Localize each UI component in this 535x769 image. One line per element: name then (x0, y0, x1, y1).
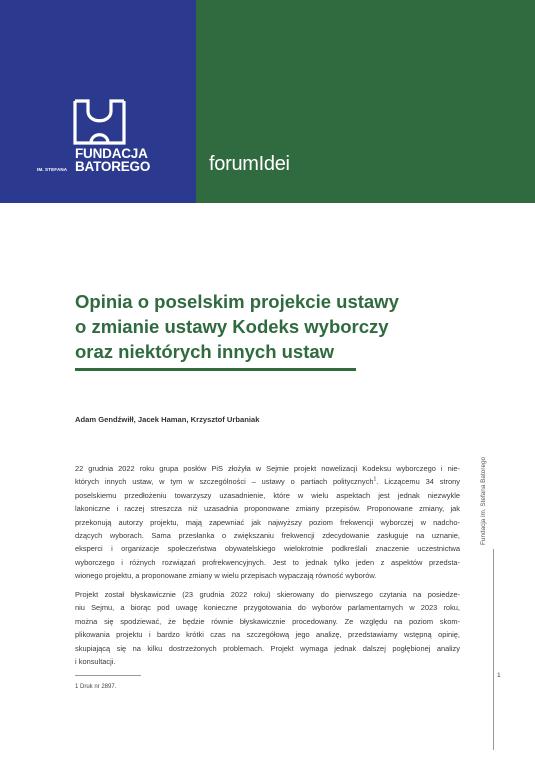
text-line: plikowania projektu i bardzo krótki czas na szczegółową jego analizę, przedstawiamy wstępną opinię, (75, 630, 460, 640)
footnote-divider (75, 675, 141, 676)
paragraph-2 (75, 588, 460, 668)
text-line (75, 475, 460, 488)
margin-rule (493, 549, 494, 750)
authors: Adam Gendźwiłł, Jacek Haman, Krzysztof Urbaniak (75, 415, 260, 424)
title-line: oraz niektórych innych ustaw (75, 341, 335, 362)
title-line: Opinia o poselskim projekcie ustawy (75, 291, 399, 312)
text-line: niu Sejmu, a biorąc pod uwagę konieczne przygotowania do wyborów parlamentarnych w 2023 roku, (75, 603, 460, 613)
page-number: 1 (497, 672, 501, 679)
text-line: skupiającą się na kilku dostrzeżonych problemach. Projekt wymaga jednak dalszej pogłębionej analizy (75, 643, 460, 653)
footnote-reference[interactable]: 1 (373, 476, 377, 483)
text-segment: . Liczącemu 34 strony (376, 477, 461, 487)
foundation-logo-icon (72, 99, 127, 145)
text-segment: których innych ustaw, w tym w szczególności – ustawy o partiach politycznych (75, 477, 374, 487)
text-line: przekonują autorzy projektu, mają zapewniać jak najwyższy poziom frekwencji wyborczej w nadcho- (75, 517, 460, 527)
text-line: wionego projektu, a proponowane zmiany w wielu przepisach wypaczają równość wyborów. (75, 571, 377, 581)
text-line: dzących wyborach. Sama przesłanka o zwiększaniu frekwencji zdecydowanie zasługuje na uznanie, (75, 531, 460, 541)
text-line: Projekt został błyskawicznie (23 grudnia 2022 roku) skierowany do pierwszego czytania na posiedze- (75, 590, 460, 599)
logo-line-2: BATOREGO (75, 159, 151, 174)
paragraph-1 (75, 462, 460, 583)
foundation-logo-text (75, 147, 150, 173)
logo-line-1: FUNDACJA (75, 146, 148, 161)
text-line: można się spodziewać, że będzie równie błyskawicznie procedowany. Ze względu na poziom skom- (75, 616, 460, 626)
footnote: 1 Druk nr 2897. (75, 684, 117, 690)
text-line: poselskiemu przedłożeniu towarzyszy uzasadnienie, które w wielu aspektach jest jednak niezwykle (75, 490, 460, 500)
text-line: i konsultacji. (75, 657, 116, 667)
document-title (75, 289, 475, 364)
text-line: 22 grudnia 2022 roku grupa posłów PiS złożyła w Sejmie projekt nowelizacji Kodeksu wyborczego i nie- (75, 464, 460, 473)
logo-prefix: IM. STEFANA (37, 167, 68, 172)
forum-idei-brand: forumIdei (209, 153, 290, 175)
title-line: o zmianie ustawy Kodeks wyborczy (75, 316, 389, 337)
text-line: eksperci i organizacje społeczeństwa obywatelskiego wielokrotnie podkreślali znaczenie uczestnictwa (75, 544, 460, 554)
title-divider (75, 368, 356, 371)
margin-caption-text: Fundacja im. Stefana Batorego (480, 456, 487, 545)
text-line: wyborczego i różnych rozwiązań profrekwencyjnych. Jest to jednak tylko jeden z aspektów przedsta- (75, 557, 460, 567)
text-line: lakoniczne i raczej streszcza niż uzasadnia proponowane zmiany przepisów. Proponowane zmiany, jak (75, 504, 460, 514)
